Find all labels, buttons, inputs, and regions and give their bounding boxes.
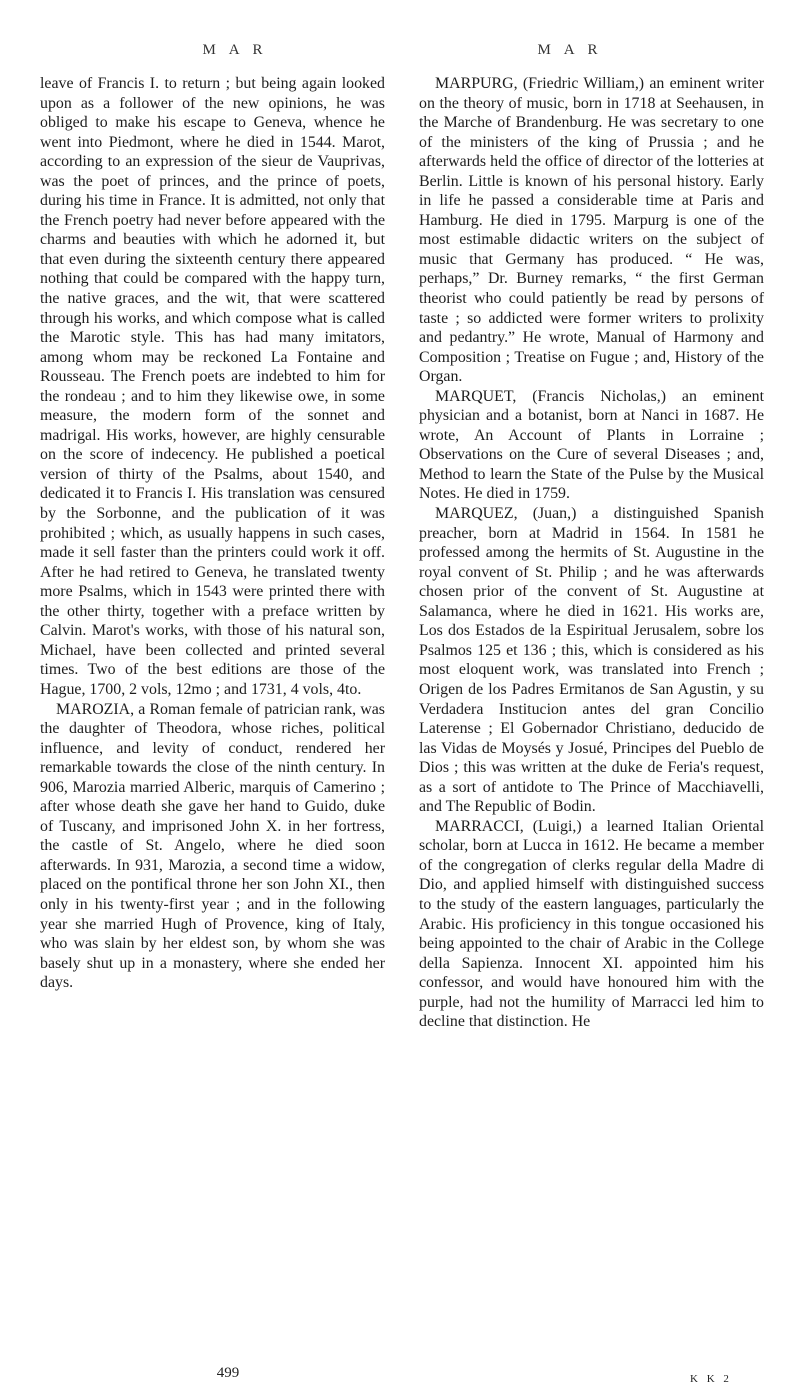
paragraph-marquet: MARQUET, (Francis Nicholas,) an eminent physician and a botanist, born at Nanci in 1687. He wrote, An Account of Plants in Lorraine ; Observations on the Cure of several Diseases ; and, Method to learn the State of the Pulse by the Musical Notes. He died in 1759. — [419, 387, 764, 503]
paragraph-marot-continued: leave of Francis I. to return ; but being again looked upon as a follower of the new opinions, he was obliged to make his escape to Geneva, whence he went into Piedmont, where he died in 1544. Marot, according to an expression of the sieur de Vauprivas, was the poet of princes, and the prince of poets, during his time in France. It is admitted, not only that the French poetry had never before appeared with the charms and beauties with which he adorned it, but that even during the sixteenth century there appeared nothing that could be compared with the happy turn, the native graces, and the wit, that were scattered through his works, and which compose what is called the Marotic style. This has had many imitators, among whom may be reckoned La Fontaine and Rousseau. The French poets are indebted to him for the rondeau ; and to him they likewise owe, in some measure, the modern form of the sonnet and madrigal. His works, however, are highly censurable on the score of indecency. He published a poetical version of thirty of the Psalms, about 1540, and dedicated it to Francis I. His translation was censured by the Sorbonne, and the publication of it was prohibited ; which, as usually happens in such cases, made it sell faster than the printers could work it off. After he had retired to Geneva, he translated twenty more Psalms, which in 1543 were printed there with the other thirty, together with a preface written by Calvin. Marot's works, with those of his natural son, Michael, have been collected and printed several times. Two of the best editions are those of the Hague, 1700, 2 vols, 12mo ; and 1731, 4 vols, 4to. — [40, 75, 385, 698]
left-column — [40, 74, 385, 993]
paragraph-marpurg: MARPURG, (Friedric William,) an eminent writer on the theory of music, born in 1718 at Seehausen, in the Marche of Brandenburg. He was secretary to one of the ministers of the king of Prussia ; and he afterwards held the office of director of the lotteries at Berlin. Little is known of his personal history. Early in life he passed a considerable time at Paris and Hamburg. He died in 1795. Marpurg is one of the most estimable didactic writers on the subject of music that Germany has produced. “ He was, perhaps,” Dr. Burney remarks, “ the first German theorist who could patiently be read by persons of taste ; so addicted were former writers to prolixity and pedantry.” He wrote, Manual of Harmony and Composition ; Treatise on Fugue ; and, History of the Organ. — [419, 75, 764, 386]
running-head-left: M A R — [202, 42, 268, 58]
page-number: 499 — [216, 1365, 240, 1381]
paragraph-marquez: MARQUEZ, (Juan,) a distinguished Spanish preacher, born at Madrid in 1564. In 1581 he professed among the hermits of St. Augustine in the royal convent of St. Philip ; and he was afterwards chosen prior of the convent of St. Augustine at Salamanca, where he died in 1621. His works are, Los dos Estados de la Espiritual Jerusalem, sobre los Psalmos 125 et 136 ; this, which is considered as his most eloquent work, was translated into French ; Origen de los Padres Ermitanos de San Agustin, y su Verdadera Institucion antes del gran Concilio Laterense ; El Gobernador Christiano, deducido de las Vidas de Moysés y Josué, Principes del Pueblo de Dios ; this was written at the duke de Feria's request, as a sort of antidote to The Prince of Macchiavelli, and The Republic of Bodin. — [419, 505, 764, 816]
running-head-right: M A R — [537, 42, 603, 58]
right-column — [419, 74, 764, 1032]
signature-mark: K K 2 — [690, 1373, 732, 1385]
paragraph-marracci: MARRACCI, (Luigi,) a learned Italian Oriental scholar, born at Lucca in 1612. He became a member of the congregation of clerks regular della Madre di Dio, and applied himself with distinguished success to the study of the eastern languages, particularly the Arabic. His proficiency in this tongue occasioned his being appointed to the chair of Arabic in the College della Sapienza. Innocent XI. appointed him his confessor, and would have honoured him with the purple, had not the humility of Marracci led him to decline that distinction. He — [419, 817, 764, 1031]
paragraph-marozia: MAROZIA, a Roman female of patrician rank, was the daughter of Theodora, whose riches, political influence, and levity of conduct, rendered her remarkable towards the close of the ninth century. In 906, Marozia married Alberic, marquis of Camerino ; after whose death she gave her hand to Guido, duke of Tuscany, and imprisoned John X. in her fortress, the castle of St. Angelo, where he died soon afterwards. In 931, Marozia, a second time a widow, placed on the pontifical throne her son John XI., then only in his twenty-first year ; and in the following year she married Hugh of Provence, king of Italy, who was slain by her eldest son, by whom she was basely shut up in a monastery, where she ended her days. — [40, 700, 385, 992]
